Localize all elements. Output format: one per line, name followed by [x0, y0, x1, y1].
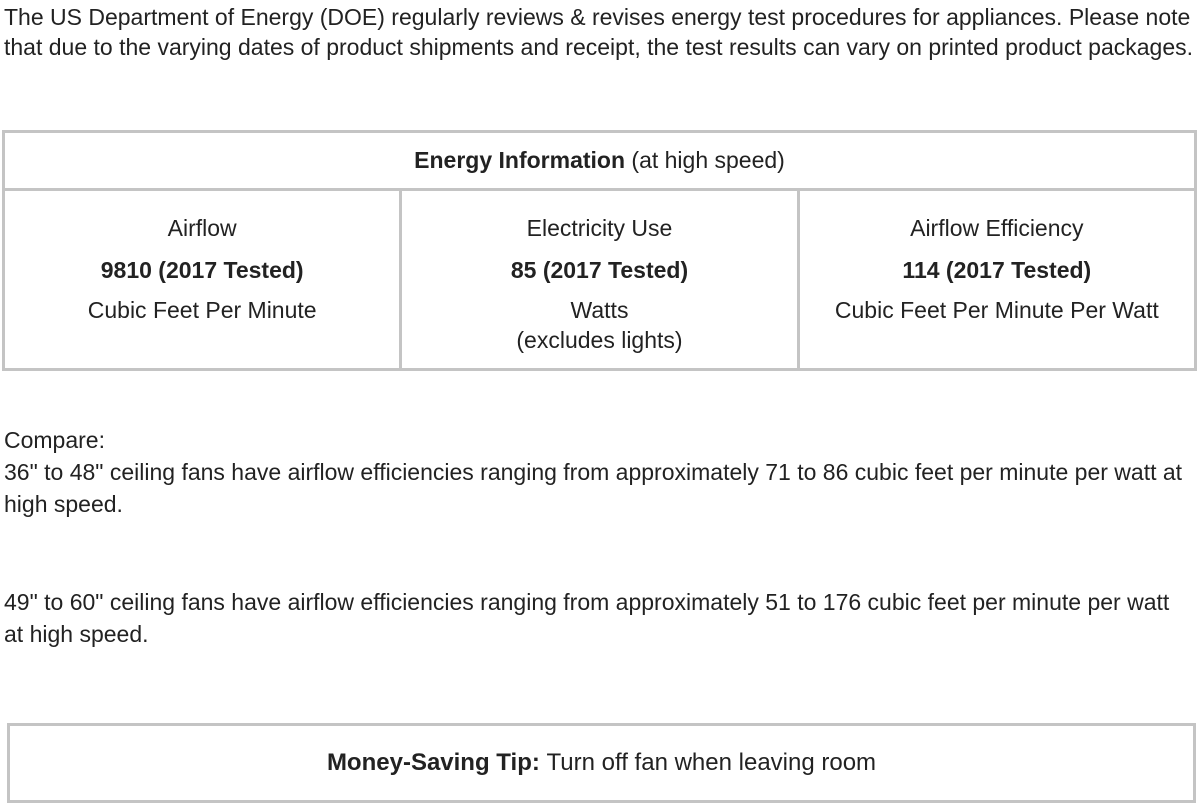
money-saving-tip-text: Turn off fan when leaving room [546, 749, 877, 776]
compare-section [4, 424, 1194, 647]
energy-table-subtitle: (at high speed) [631, 147, 785, 173]
compare-range-49-60: 49" to 60" ceiling fans have airflow efficiencies ranging from approximately 51 to 176 cubic feet per minute per watt at high speed. [4, 589, 1170, 647]
energy-table-columns [5, 191, 1194, 368]
airflow-efficiency-label: Airflow Efficiency [910, 215, 1084, 241]
airflow-efficiency-column [797, 191, 1194, 368]
airflow-efficiency-unit: Cubic Feet Per Minute Per Watt [834, 297, 1159, 323]
compare-heading: Compare: [4, 427, 105, 453]
electricity-use-column [399, 191, 796, 368]
airflow-unit: Cubic Feet Per Minute [87, 297, 317, 323]
electricity-use-value: 85 (2017 Tested) [510, 257, 689, 283]
airflow-efficiency-value: 114 (2017 Tested) [902, 257, 1092, 283]
airflow-column [5, 191, 399, 368]
electricity-use-note: (excludes lights) [516, 327, 683, 353]
energy-table-title: Energy Information [414, 147, 626, 173]
compare-range-36-48: 36" to 48" ceiling fans have airflow efficiencies ranging from approximately 71 to 86 cubic feet per minute per watt at high speed. [4, 459, 1183, 517]
money-saving-tip-box [7, 723, 1196, 803]
airflow-value: 9810 (2017 Tested) [100, 257, 304, 283]
airflow-label: Airflow [167, 215, 237, 241]
electricity-use-label: Electricity Use [526, 215, 673, 241]
energy-table-header [5, 133, 1194, 191]
energy-information-table [2, 130, 1197, 371]
money-saving-tip-label: Money-Saving Tip: [326, 749, 540, 776]
intro-paragraph: The US Department of Energy (DOE) regularly reviews & revises energy test procedures for appliances. Please note that due to the varying dates of product shipments and receipt, the test results can vary on printed product packages. [4, 4, 1194, 60]
electricity-use-unit: Watts [570, 297, 629, 323]
